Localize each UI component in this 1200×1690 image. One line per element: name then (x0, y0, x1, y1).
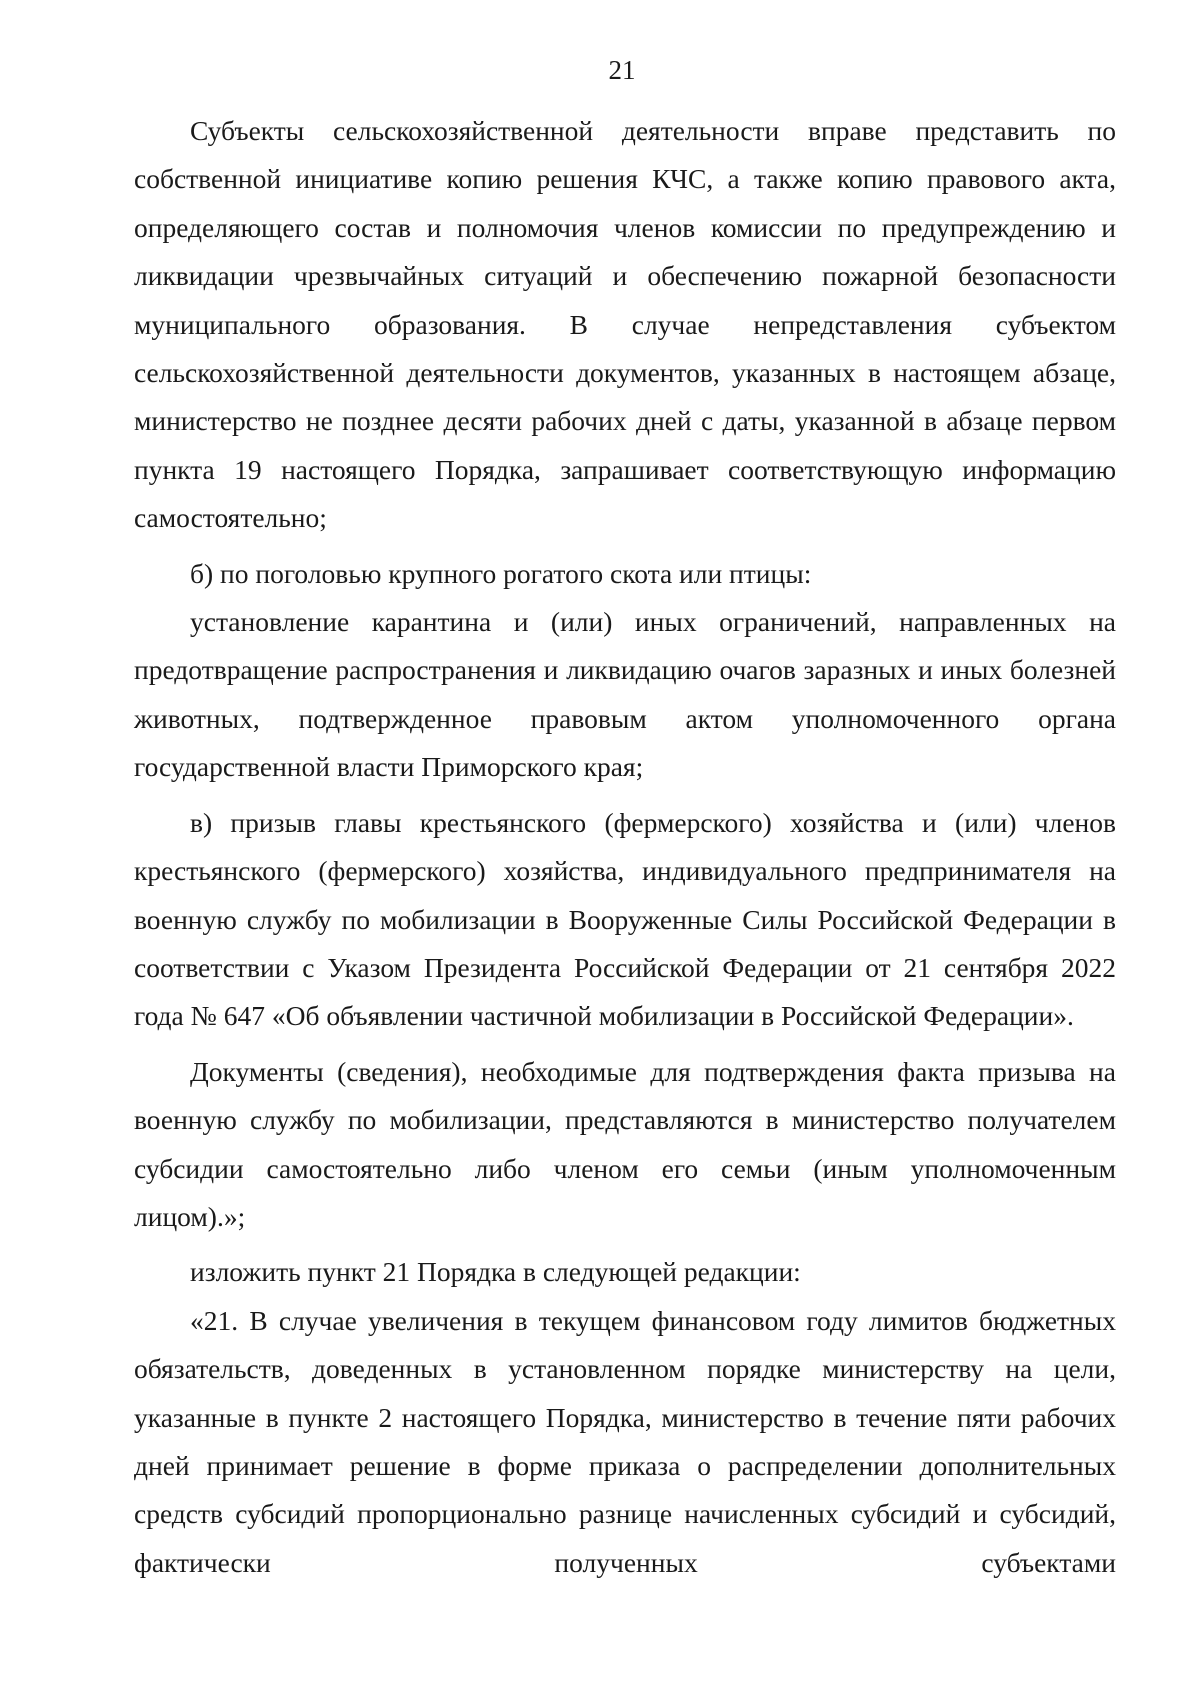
paragraph-item-b: б) по поголовью крупного рогатого скота или птицы: (190, 557, 812, 589)
paragraph-point-21: «21. В случае увеличения в текущем финансовом году лимитов бюджетных обязательств, доведенных в установленном порядке министерству на цели, указанные в пункте 2 настоящего Порядка, министерство в течение пяти рабочих дней принимает решение в форме приказа о распределении дополнительных средств субсидий пропорционально разнице начисленных субсидий и субсидий, фактически полученных субъектами (134, 1304, 1116, 1578)
page-number: 21 (608, 55, 636, 85)
paragraph-documents-kchs: Субъекты сельскохозяйственной деятельности вправе представить по собственной инициативе копию решения КЧС, а также копию правового акта, определяющего состав и полномочия членов комиссии по предупреждению и ликвидации чрезвычайных ситуаций и обеспечению пожарной безопасности муниципального образования. В случае непредставления субъектом сельскохозяйственной деятельности документов, указанных в настоящем абзаце, министерство не позднее десяти рабочих дней с даты, указанной в абзаце первом пункта 19 настоящего Порядка, запрашивает соответствующую информацию самостоятельно; (134, 115, 1116, 534)
paragraph-quarantine: установление карантина и (или) иных ограничений, направленных на предотвращение распространения и ликвидацию очагов заразных и иных болезней животных, подтвержденное правовым актом уполномоченного органа государственной власти Приморского края; (134, 606, 1116, 783)
paragraph-mobilization-documents: Документы (сведения), необходимые для подтверждения факта призыва на военную службу по мобилизации, представляются в министерство получателем субсидии самостоятельно либо членом его семьи (иным уполномоченным лицом).»; (134, 1055, 1116, 1232)
paragraph-item-v: в) призыв главы крестьянского (фермерского) хозяйства и (или) членов крестьянского (фермерского) хозяйства, индивидуального предпринимателя на военную службу по мобилизации в Вооруженные Силы Российской Федерации в соответствии с Указом Президента Российской Федерации от 21 сентября 2022 года № 647 «Об объявлении частичной мобилизации в Российской Федерации». (134, 806, 1116, 1032)
paragraph-amendment-intro: изложить пункт 21 Порядка в следующей редакции: (190, 1256, 801, 1288)
document-body (134, 107, 1116, 1587)
